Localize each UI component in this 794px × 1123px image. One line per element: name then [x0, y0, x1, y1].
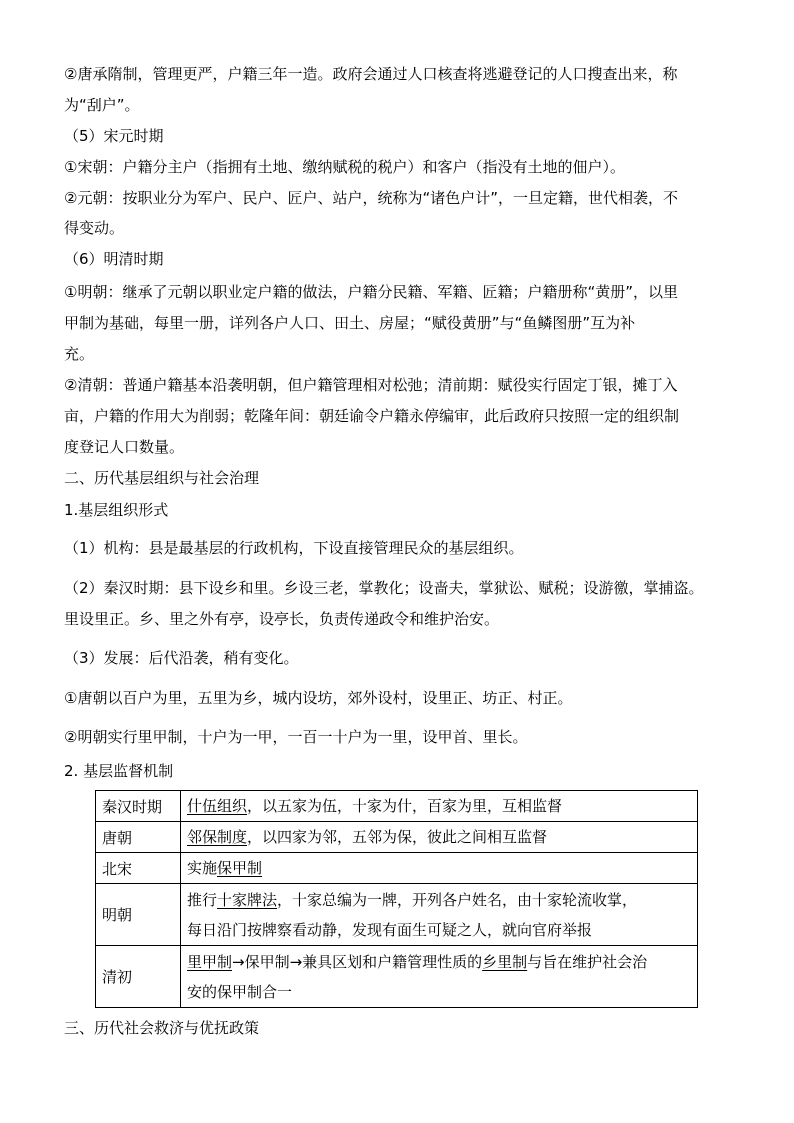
table-row [96, 822, 698, 853]
text-line: ①宋朝：户籍分主户（指拥有土地、缴纳赋税的税户）和客户（指没有土地的佃户）。 [64, 158, 625, 176]
desc-text: 与旨在维护社会治 [527, 952, 648, 971]
description-cell [181, 853, 698, 884]
text-line: 甲制为基础，每里一册，详列各户人口、田土、房屋；“赋役黄册”与“鱼鳞图册”互为补 [64, 314, 636, 332]
description-cell [181, 884, 698, 946]
description-cell [181, 791, 698, 822]
text-line: 里设里正。乡、里之外有亭，设亭长，负责传递政令和维护治安。 [64, 610, 500, 628]
text-line: ②唐承隋制，管理更严，户籍三年一造。政府会通过人口核查将逃避登记的人口搜查出来，称 [64, 65, 678, 83]
sub-heading: 2. 基层监督机制 [64, 762, 174, 780]
term: 保甲制 [217, 859, 263, 877]
desc-text: ，以五家为伍，十家为什，百家为里，互相监督 [247, 797, 563, 815]
text-line: ①唐朝以百户为里，五里为乡，城内设坊，郊外设村，设里正、坊正、村正。 [64, 689, 573, 707]
era-cell: 明朝 [96, 884, 181, 946]
text-line: （2）秦汉时期：县下设乡和里。乡设三老，掌教化；设啬夫，掌狱讼、赋税；设游徼，掌捕盗。 [64, 579, 704, 597]
desc-line [187, 885, 691, 915]
era-cell: 唐朝 [96, 822, 181, 853]
text-line: 度登记人口数量。 [64, 438, 185, 456]
desc-text: ，十家总编为一牌，开列各户姓名，由十家轮流收掌， [277, 890, 638, 909]
term: 十家牌法 [217, 890, 278, 909]
text-line: 亩，户籍的作用大为削弱；乾隆年间：朝廷谕令户籍永停编审，此后政府只按照一定的组织制 [64, 407, 680, 425]
text-line: ①明朝：继承了元朝以职业定户籍的做法，户籍分民籍、军籍、匠籍；户籍册称“黄册”，以里 [64, 283, 678, 301]
term: 乡里制 [482, 952, 528, 971]
era-cell: 清初 [96, 946, 181, 1008]
supervision-table [95, 790, 698, 1008]
description-cell [181, 946, 698, 1008]
section-heading: （5）宋元时期 [64, 127, 164, 145]
desc-text: ，以四家为邻，五邻为保，彼此之间相互监督 [247, 828, 548, 846]
table-row [96, 853, 698, 884]
table-row [96, 791, 698, 822]
sub-heading: 1.基层组织形式 [64, 501, 169, 519]
term: 邻保制度 [187, 828, 248, 846]
text-line: 充。 [64, 345, 95, 363]
table-row [96, 884, 698, 946]
text-line: （3）发展：后代沿袭，稍有变化。 [64, 649, 299, 667]
text-line: ②清朝：普通户籍基本沿袭明朝，但户籍管理相对松弛；清前期：赋役实行固定丁银，摊丁入 [64, 376, 678, 394]
desc-text: 实施 [187, 859, 218, 877]
section-heading: 三、历代社会救济与优抚政策 [64, 1019, 260, 1037]
text-line: 为“刮户”。 [64, 96, 140, 114]
era-cell: 北宋 [96, 853, 181, 884]
desc-line: 安的保甲制合一 [187, 982, 293, 1001]
section-heading: （6）明清时期 [64, 250, 164, 268]
text-line: （1）机构：县是最基层的行政机构，下设直接管理民众的基层组织。 [64, 539, 524, 557]
desc-text: 推行 [187, 890, 218, 909]
description-cell [181, 822, 698, 853]
desc-line: 每日沿门按牌察看动静，发现有面生可疑之人，就向官府举报 [187, 920, 593, 939]
table-row [96, 946, 698, 1008]
section-heading: 二、历代基层组织与社会治理 [64, 469, 260, 487]
text-line: 得变动。 [64, 219, 125, 237]
term: 里甲制 [187, 952, 233, 971]
desc-text: →保甲制→兼具区划和户籍管理性质的 [232, 952, 483, 971]
text-line: ②明朝实行里甲制，十户为一甲，一百一十户为一里，设甲首、里长。 [64, 728, 528, 746]
desc-line [187, 947, 691, 977]
text-line: ②元朝：按职业分为军户、民户、匠户、站户，统称为“诸色户计”，一旦定籍，世代相袭，不 [64, 189, 678, 207]
era-cell: 秦汉时期 [96, 791, 181, 822]
term: 什伍组织 [187, 797, 248, 815]
